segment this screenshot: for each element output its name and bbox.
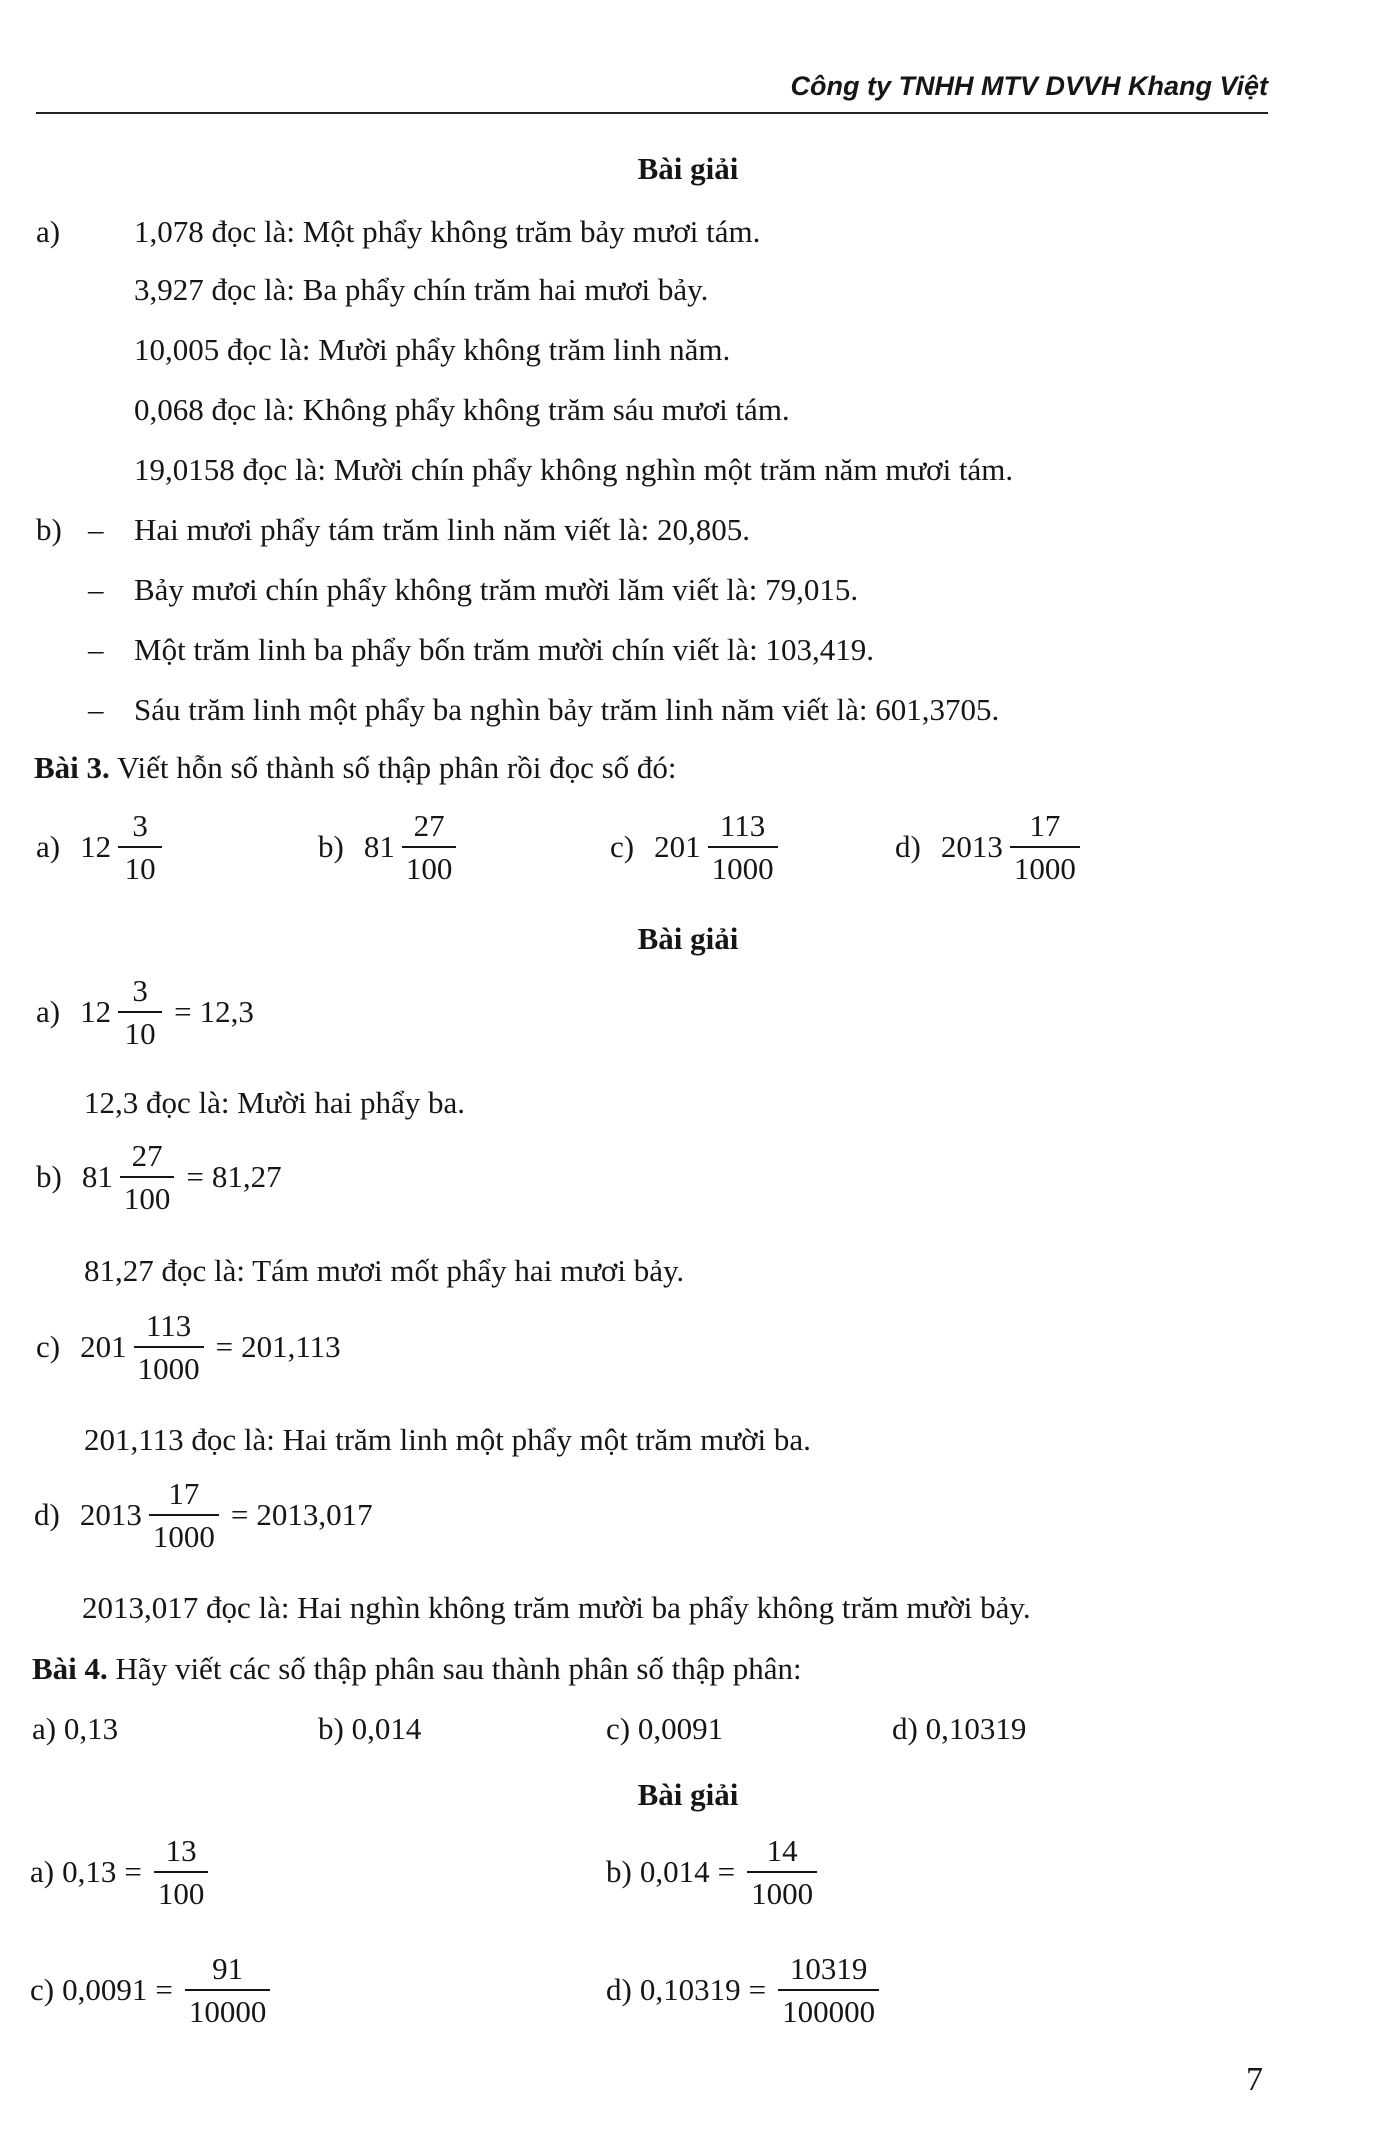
item-label: b) [318, 829, 344, 865]
decimal-value: 0,13 [62, 1854, 117, 1890]
reading-line: 1,078 đọc là: Một phẩy không trăm bảy mươi tám. [134, 214, 761, 249]
fraction-denominator: 10 [118, 1011, 162, 1049]
item-label: b) [318, 1711, 344, 1746]
fraction [154, 1835, 209, 1909]
mixed-whole: 201 [80, 1329, 127, 1365]
fraction-denominator: 1000 [708, 846, 778, 884]
mixed-whole: 201 [654, 829, 701, 865]
item-label: b) [606, 1854, 632, 1890]
equals-sign: = [155, 1972, 173, 2008]
exercise-4-text: Hãy viết các số thập phân sau thành phân số thập phân: [115, 1651, 802, 1686]
item-label: c) [606, 1711, 631, 1746]
exercise-3-prompt [34, 749, 677, 786]
fraction-denominator: 100 [154, 1871, 209, 1909]
mixed-whole: 2013 [940, 829, 1003, 865]
item-label: d) [895, 829, 921, 865]
part-label-a: a) [36, 214, 61, 249]
solution-equation [36, 1310, 341, 1384]
item-label: a) [36, 829, 61, 865]
equals-sign: = [748, 1972, 767, 2008]
solution-equation [34, 1478, 373, 1552]
fraction-numerator: 3 [132, 973, 148, 1008]
exercise-4-item [892, 1710, 1026, 1747]
writing-line: Sáu trăm linh một phẩy ba nghìn bảy trăm linh năm viết là: 601,3705. [134, 692, 1000, 727]
fraction-denominator: 100 [402, 846, 457, 884]
exercise-3-title: Bài 3. [34, 750, 110, 785]
fraction [134, 1310, 204, 1384]
fraction-numerator: 13 [165, 1833, 197, 1868]
fraction [778, 1953, 879, 2027]
solution-equation [30, 1953, 274, 2027]
fraction-denominator: 100 [120, 1176, 175, 1214]
fraction [118, 975, 162, 1049]
fraction-denominator: 1000 [149, 1514, 219, 1552]
fraction-numerator: 27 [131, 1138, 163, 1173]
decimal-value: 0,014 [639, 1854, 710, 1890]
fraction [185, 1953, 271, 2027]
writing-line: Hai mươi phẩy tám trăm linh năm viết là: 20,805. [134, 512, 751, 547]
fraction-numerator: 91 [212, 1951, 244, 1986]
header-rule [36, 112, 1268, 114]
writing-line: Bảy mươi chín phẩy không trăm mười lăm viết là: 79,015. [134, 572, 859, 607]
item-label: c) [36, 1329, 61, 1365]
exercise-3-item [610, 810, 782, 884]
decimal-result: 2013,017 [256, 1497, 373, 1533]
item-label: d) [34, 1497, 60, 1533]
bullet-dash: – [88, 632, 104, 667]
fraction-numerator: 113 [719, 808, 766, 843]
fraction-numerator: 17 [1029, 808, 1061, 843]
writing-line: Một trăm linh ba phẩy bốn trăm mười chín viết là: 103,419. [134, 632, 875, 667]
bullet-dash: – [88, 692, 104, 727]
fraction [402, 810, 457, 884]
mixed-whole: 2013 [79, 1497, 142, 1533]
part-label-b: b) [36, 512, 62, 547]
exercise-4-item [32, 1710, 118, 1747]
decimal-result: 81,27 [211, 1159, 282, 1195]
fraction-numerator: 17 [168, 1476, 200, 1511]
fraction-denominator: 1000 [747, 1871, 817, 1909]
reading-line: 81,27 đọc là: Tám mươi mốt phẩy hai mươi bảy. [84, 1253, 685, 1288]
decimal-value: 0,014 [351, 1711, 422, 1746]
reading-line: 12,3 đọc là: Mười hai phẩy ba. [84, 1085, 466, 1120]
item-label: d) [892, 1711, 918, 1746]
decimal-value: 0,0091 [62, 1972, 148, 2008]
mixed-whole: 12 [80, 994, 112, 1030]
equals-sign: = [174, 994, 192, 1030]
solution-heading: Bài giải [637, 1777, 739, 1812]
equals-sign: = [186, 1159, 204, 1195]
item-label: b) [36, 1159, 62, 1195]
fraction-denominator: 1000 [1010, 846, 1080, 884]
exercise-4-title: Bài 4. [32, 1651, 108, 1686]
equals-sign: = [717, 1854, 736, 1890]
item-label: c) [30, 1972, 55, 2008]
fraction [149, 1478, 219, 1552]
item-label: c) [610, 829, 635, 865]
reading-line: 10,005 đọc là: Mười phẩy không trăm linh năm. [134, 332, 731, 367]
fraction-numerator: 3 [132, 808, 148, 843]
decimal-result: 201,113 [241, 1329, 341, 1365]
fraction-denominator: 10000 [185, 1989, 271, 2027]
fraction-denominator: 100000 [778, 1989, 879, 2027]
solution-equation [36, 975, 254, 1049]
reading-line: 3,927 đọc là: Ba phẩy chín trăm hai mươi bảy. [134, 272, 709, 307]
reading-line: 0,068 đọc là: Không phẩy không trăm sáu mươi tám. [134, 392, 790, 427]
fraction [120, 1140, 175, 1214]
item-label: a) [32, 1711, 57, 1746]
decimal-value: 0,13 [63, 1711, 119, 1746]
item-label: a) [36, 994, 61, 1030]
equals-sign: = [124, 1854, 142, 1890]
mixed-whole: 12 [80, 829, 112, 865]
exercise-3-text: Viết hỗn số thành số thập phân rồi đọc số đó: [117, 750, 677, 785]
fraction [118, 810, 162, 884]
decimal-value: 0,0091 [637, 1711, 724, 1746]
page-number: 7 [1246, 2061, 1263, 2098]
bullet-dash: – [88, 572, 104, 607]
fraction-denominator: 1000 [134, 1346, 204, 1384]
exercise-4-item [318, 1710, 421, 1747]
reading-line: 19,0158 đọc là: Mười chín phẩy không nghìn một trăm năm mươi tám. [134, 452, 1014, 487]
solution-equation [606, 1835, 821, 1909]
fraction [1010, 810, 1080, 884]
fraction-denominator: 10 [118, 846, 162, 884]
solution-equation [606, 1953, 883, 2027]
exercise-4-item [606, 1710, 723, 1747]
decimal-value: 0,10319 [925, 1711, 1027, 1746]
fraction-numerator: 27 [413, 808, 445, 843]
decimal-result: 12,3 [199, 994, 254, 1030]
solution-equation [30, 1835, 212, 1909]
exercise-3-item [895, 810, 1084, 884]
bullet-dash: – [88, 512, 104, 547]
solution-equation [36, 1140, 282, 1214]
solution-heading: Bài giải [637, 151, 739, 186]
decimal-value: 0,10319 [639, 1972, 741, 2008]
fraction-numerator: 113 [145, 1308, 192, 1343]
mixed-whole: 81 [81, 1159, 113, 1195]
exercise-3-item [36, 810, 166, 884]
reading-line: 201,113 đọc là: Hai trăm linh một phẩy một trăm mười ba. [84, 1422, 811, 1457]
exercise-3-item [318, 810, 460, 884]
solution-heading: Bài giải [637, 921, 739, 956]
fraction [747, 1835, 817, 1909]
mixed-whole: 81 [363, 829, 395, 865]
reading-line: 2013,017 đọc là: Hai nghìn không trăm mười ba phẩy không trăm mười bảy. [82, 1590, 1031, 1625]
fraction [708, 810, 778, 884]
fraction-numerator: 10319 [789, 1951, 868, 1986]
exercise-4-prompt [32, 1650, 802, 1687]
running-header: Công ty TNHH MTV DVVH Khang Việt [790, 71, 1268, 101]
item-label: a) [30, 1854, 55, 1890]
equals-sign: = [230, 1497, 249, 1533]
item-label: d) [606, 1972, 632, 2008]
fraction-numerator: 14 [766, 1833, 798, 1868]
equals-sign: = [215, 1329, 234, 1365]
